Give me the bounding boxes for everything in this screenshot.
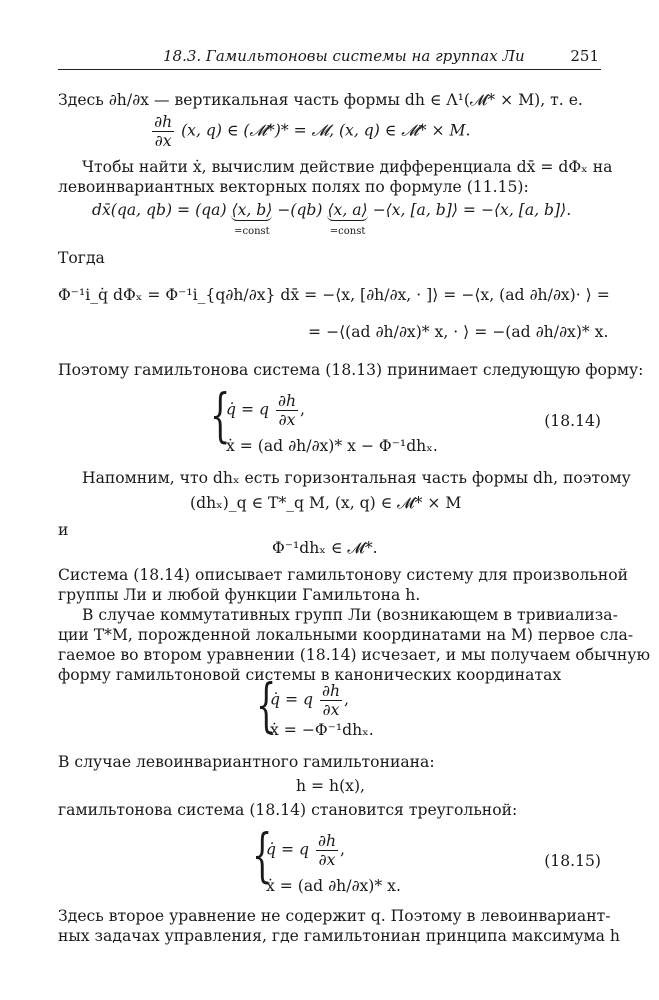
system-1-eq-2: ẋ = (ad ∂h/∂x)* x − Φ⁻¹dhₓ.: [226, 437, 438, 455]
equation-6: h = h(x),: [296, 777, 365, 795]
equation-3b: = −⟨(ad ∂h/∂x)* x, · ⟩ = −(ad ∂h/∂x)* x.: [308, 323, 609, 341]
equation-4: (dhₓ)_q ∈ T*_q M, (x, q) ∈ 𝓜* × M: [190, 494, 462, 512]
text-line-9: ции T*M, порожденной локальными координатами на M) первое сла-: [58, 626, 634, 644]
equation-5: Φ⁻¹dhₓ ∈ 𝓜*.: [272, 539, 378, 557]
text-line-8: В случае коммутативных групп Ли (возникающем в тривиализа-: [82, 606, 618, 624]
text-line-14: Здесь второе уравнение не содержит q. Поэтому в левоинвариант-: [58, 907, 611, 925]
text-line-10: гаемое во втором уравнении (18.14) исчезает, и мы получаем обычную: [58, 646, 651, 664]
system-brace-3: {: [252, 821, 273, 889]
text-line-11: форму гамильтоновой системы в канонических координатах: [58, 666, 562, 684]
system-3-eq-1: q̇ = q $\frac{\partial h}{\partial x}$ ,: [266, 832, 345, 869]
text-line-4: Поэтому гамильтонова система (18.13) принимает следующую форму:: [58, 361, 644, 379]
section-title: 18.3. Гамильтоновы системы на группах Ли: [163, 47, 525, 65]
equation-2: dx̄(qa, qb) = (qa) ⟨x, b⟩ =const −(qb) ⟨x, a⟩ =const −⟨x, [a, b]⟩ = −⟨x, [a, b]⟩.: [92, 201, 572, 237]
text-tog: Тогда: [58, 249, 105, 267]
text-line-5: Напомним, что dhₓ есть горизонтальная часть формы dh, поэтому: [82, 469, 631, 487]
equation-tag-18-15: (18.15): [544, 852, 601, 870]
underbrace-xa: ⟨x, a⟩ =const: [327, 201, 368, 237]
equation-3a: Φ⁻¹i_q̇ dΦₓ = Φ⁻¹i_{q∂h/∂x} dx̄ = −⟨x, [∂h/∂x, · ]⟩ = −⟨x, (ad ∂h/∂x)· ⟩ =: [58, 286, 610, 304]
system-2-eq-1: q̇ = q $\frac{\partial h}{\partial x}$ ,: [270, 682, 349, 719]
text-line-12: В случае левоинвариантного гамильтониана:: [58, 753, 435, 771]
running-header: [58, 47, 601, 70]
text-line-3: левоинвариантных векторных полях по формуле (11.15):: [58, 178, 529, 196]
text-line-15: ных задачах управления, где гамильтониан принципа максимума h: [58, 927, 620, 945]
equation-tag-18-14: (18.14): [544, 412, 601, 430]
underbrace-xb: ⟨x, b⟩ =const: [231, 201, 273, 237]
page-number: 251: [570, 47, 599, 65]
fraction-dh-dx: $\frac{\partial h}{\partial x}$: [154, 113, 173, 150]
text-line-13: гамильтонова система (18.14) становится треугольной:: [58, 801, 518, 819]
text-line-2: Чтобы найти ẋ, вычислим действие дифференциала dx̄ = dΦₓ на: [82, 158, 613, 176]
system-brace-1: {: [210, 381, 231, 449]
system-brace-2: {: [256, 671, 277, 739]
system-2-eq-2: ẋ = −Φ⁻¹dhₓ.: [270, 721, 374, 739]
text-line-7: группы Ли и любой функции Гамильтона h.: [58, 586, 421, 604]
text-line-1: Здесь ∂h/∂x — вертикальная часть формы dh ∈ Λ¹(𝓜* × M), т. е.: [58, 91, 583, 109]
text-and: и: [58, 521, 69, 539]
system-1-eq-1: q̇ = q $\frac{\partial h}{\partial x}$ ,: [226, 392, 305, 429]
system-3-eq-2: ẋ = (ad ∂h/∂x)* x.: [266, 877, 401, 895]
equation-1: $\frac{\partial h}{\partial x}$ (x, q) ∈ (𝓜*)* = 𝓜, (x, q) ∈ 𝓜* × M.: [154, 113, 471, 150]
text-line-6: Система (18.14) описывает гамильтонову систему для произвольной: [58, 566, 629, 584]
